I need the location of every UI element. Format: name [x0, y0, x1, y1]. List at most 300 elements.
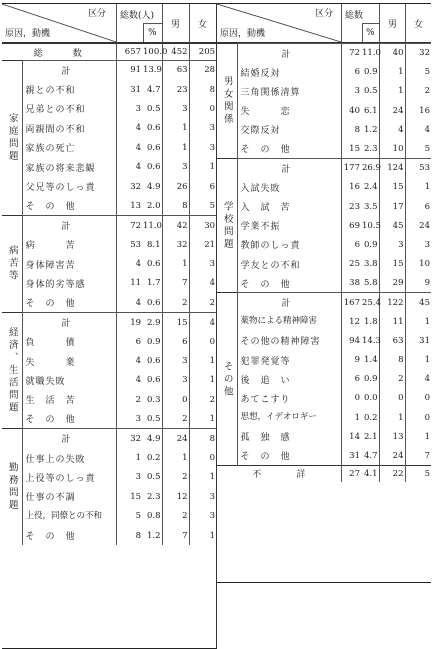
row-female: 9: [405, 274, 431, 293]
subtotal-label: 計: [22, 216, 116, 235]
row-female: 3: [189, 506, 216, 525]
header-female-cell-right: [405, 4, 432, 42]
row-label: 交際反対: [240, 126, 281, 137]
table-row: [2, 254, 216, 273]
row-male: 23: [162, 80, 189, 99]
row-male: 1: [379, 82, 405, 101]
row-label: 生 活 苦: [25, 396, 76, 407]
row-label: 孤 独 感: [240, 433, 291, 444]
group-label: 病苦等: [2, 216, 22, 313]
row-total: 16: [341, 178, 361, 197]
row-female: 2: [189, 293, 216, 312]
row-label: 教師のしっ責: [240, 241, 301, 252]
row-label: 学業不振: [240, 222, 281, 233]
row-male: 1: [162, 138, 189, 157]
row-label: そ の 他: [25, 532, 76, 543]
row-pct: 3.8: [363, 259, 378, 270]
row-pct: 2.0: [146, 200, 161, 211]
row-female: 5: [405, 139, 431, 158]
row-label: 上役等のしっ責: [25, 473, 96, 484]
row-total: 3: [116, 99, 142, 118]
row-female: 1: [189, 410, 216, 429]
subtotal-female: 8: [189, 429, 216, 448]
row-pct: 2.3: [146, 491, 161, 502]
row-pct: 0.0: [363, 393, 378, 404]
header-total: [116, 4, 163, 42]
group-subtotal-row: [217, 293, 431, 312]
row-total: 6: [341, 235, 361, 254]
row-pct: 14.3: [362, 335, 381, 346]
row-label: 結婚反対: [240, 68, 281, 79]
row-male: 17: [379, 197, 405, 216]
row-pct: 10.5: [362, 220, 381, 231]
row-female: 6: [405, 197, 431, 216]
subtotal-label: 計: [237, 44, 341, 63]
row-pct: 1.2: [146, 530, 161, 541]
group-subtotal-row: [2, 61, 216, 80]
row-total: 1: [116, 448, 142, 467]
row-female: 21: [189, 235, 216, 254]
row-male: 3: [162, 351, 189, 370]
row-label: 家族の将来悲観: [25, 163, 96, 174]
table-row: [2, 371, 216, 390]
header-gen: 原因，動機: [5, 29, 51, 39]
row-total: 31: [341, 446, 361, 465]
row-male: 15: [379, 178, 405, 197]
row-pct: 0.6: [146, 123, 161, 134]
table-row: [217, 101, 431, 120]
header-total-label-right: 総数: [345, 11, 364, 21]
left-data-table: [2, 43, 216, 545]
row-male: 2: [379, 370, 405, 389]
table-row: [2, 99, 216, 118]
row-male: 2: [162, 468, 189, 487]
group-label: 勤務問題: [2, 429, 22, 545]
unknown-female: 5: [405, 466, 431, 482]
table-row: [217, 331, 431, 350]
subtotal-pct: 11.0: [142, 216, 162, 235]
table-row: [217, 139, 431, 158]
subtotal-total: 32: [116, 429, 142, 448]
table-row: [217, 255, 431, 274]
header-kubun: 区分: [88, 9, 107, 19]
unknown-label: 不 詳: [217, 466, 341, 482]
row-female: 6: [189, 177, 216, 196]
group-label: 家庭問題: [2, 61, 22, 216]
row-female: 1: [405, 178, 431, 197]
row-male: 1: [162, 119, 189, 138]
grand-total-pct: 100.0: [142, 44, 162, 61]
row-male: 32: [162, 235, 189, 254]
row-female: 0: [405, 408, 431, 427]
row-total: 9: [341, 351, 361, 370]
table-row: [217, 389, 431, 408]
table-row: [217, 370, 431, 389]
row-pct: 0.8: [146, 511, 161, 522]
row-male: 2: [162, 293, 189, 312]
subtotal-female: 4: [189, 313, 216, 332]
row-male: 13: [379, 427, 405, 446]
subtotal-female: 53: [405, 159, 431, 178]
header-male: 男: [171, 20, 181, 30]
row-pct: 1.4: [363, 355, 378, 366]
table-row: [2, 332, 216, 351]
row-female: 1: [189, 351, 216, 370]
table-row: [2, 80, 216, 99]
row-pct: 0.6: [146, 142, 161, 153]
row-female: 0: [405, 389, 431, 408]
table-row: [2, 390, 216, 409]
row-male: 4: [379, 120, 405, 139]
row-label: 仕事上の失敗: [25, 454, 86, 465]
row-label: 身体障害苦: [25, 260, 76, 271]
row-female: 3: [405, 235, 431, 254]
row-total: 32: [116, 177, 142, 196]
row-male: 3: [162, 157, 189, 176]
row-male: 1: [379, 408, 405, 427]
row-label: そ の 他: [25, 415, 76, 426]
row-label: 仕事の不調: [25, 493, 76, 504]
row-female: 2: [405, 82, 431, 101]
row-male: 24: [379, 101, 405, 120]
row-pct: 3.5: [363, 201, 378, 212]
row-pct: 0.9: [363, 374, 378, 385]
row-female: 16: [405, 101, 431, 120]
row-female: 24: [405, 216, 431, 235]
header-female-cell: [189, 4, 217, 42]
row-female: 5: [405, 63, 431, 82]
row-male: 8: [379, 351, 405, 370]
table-row: [217, 427, 431, 446]
subtotal-female: 45: [405, 293, 431, 312]
group-label: 学校問題: [217, 159, 237, 293]
subtotal-male: 122: [379, 293, 405, 312]
header-pct-right: %: [366, 28, 375, 38]
row-female: 1: [405, 427, 431, 446]
row-total: 38: [341, 274, 361, 293]
row-female: 1: [405, 312, 431, 331]
subtotal-female: 30: [189, 216, 216, 235]
subtotal-male: 24: [162, 429, 189, 448]
row-label: 三角関係清算: [240, 87, 301, 98]
table-row: [2, 196, 216, 215]
table-row: [217, 274, 431, 293]
row-total: 31: [116, 80, 142, 99]
row-total: 23: [341, 197, 361, 216]
row-female: 0: [189, 332, 216, 351]
table-row: [2, 487, 216, 506]
row-label: 就職失敗: [25, 376, 66, 387]
row-pct: 0.5: [146, 103, 161, 114]
row-total: 1: [341, 408, 361, 427]
subtotal-total: 167: [341, 293, 361, 312]
unknown-total: 27: [341, 466, 361, 482]
subtotal-male: 42: [162, 216, 189, 235]
subtotal-pct: 13.9: [142, 61, 162, 80]
row-male: 45: [379, 216, 405, 235]
row-total: 4: [116, 119, 142, 138]
row-total: 14: [341, 427, 361, 446]
table-row: [2, 506, 216, 525]
row-label: 上役，同僚との不和: [25, 510, 103, 521]
row-pct: 0.2: [146, 453, 161, 463]
row-pct: 0.6: [146, 297, 161, 308]
row-label: 薬物による精神障害: [240, 316, 318, 327]
header-kubun-right: 区分: [315, 9, 334, 19]
row-female: 4: [189, 274, 216, 293]
group-subtotal-row: [2, 429, 216, 448]
header-total-label: 総数(人): [120, 11, 155, 21]
subtotal-female: 28: [189, 61, 216, 80]
header-female-right: 女: [414, 20, 424, 30]
row-pct: 1.8: [363, 316, 378, 327]
subtotal-label: 計: [237, 159, 341, 178]
row-male: 1: [379, 63, 405, 82]
row-male: 1: [162, 254, 189, 273]
subtotal-pct: 25.4: [361, 293, 379, 312]
row-pct: 0.2: [363, 412, 378, 423]
table-row: [2, 138, 216, 157]
row-total: 3: [116, 468, 142, 487]
unknown-pct: 4.1: [361, 466, 379, 482]
row-male: 2: [162, 506, 189, 525]
unknown-row: [217, 466, 431, 482]
header-pct: %: [148, 28, 157, 38]
row-total: 4: [116, 138, 142, 157]
row-male: 7: [162, 526, 189, 545]
row-total: 25: [341, 255, 361, 274]
table-row: [2, 468, 216, 487]
row-total: 4: [116, 371, 142, 390]
row-label: 後 追 い: [240, 375, 291, 386]
subtotal-label: 計: [22, 61, 116, 80]
row-pct: 0.3: [146, 394, 161, 405]
table-row: [2, 119, 216, 138]
row-female: 3: [189, 138, 216, 157]
row-female: 1: [405, 351, 431, 370]
row-pct: 0.6: [146, 259, 161, 270]
group-subtotal-row: [2, 216, 216, 235]
row-pct: 0.5: [146, 413, 161, 424]
row-female: 4: [405, 370, 431, 389]
row-pct: 1.7: [146, 278, 161, 289]
row-label: 入 試 苦: [240, 203, 291, 214]
table-row: [217, 120, 431, 139]
row-total: 6: [341, 370, 361, 389]
row-total: 3: [116, 410, 142, 429]
row-male: 63: [379, 331, 405, 350]
row-total: 4: [116, 254, 142, 273]
row-female: 0: [189, 448, 216, 467]
row-total: 6: [341, 63, 361, 82]
right-data-table: [217, 43, 431, 482]
row-total: 8: [116, 526, 142, 545]
row-pct: 0.9: [363, 239, 378, 250]
grand-total-row: [2, 44, 216, 61]
group-label: その他: [217, 293, 237, 466]
row-female: 1: [189, 526, 216, 545]
row-pct: 4.9: [146, 181, 161, 192]
row-total: 13: [116, 196, 142, 215]
grand-total-male: 452: [162, 44, 189, 61]
row-female: 3: [189, 487, 216, 506]
row-male: 12: [162, 487, 189, 506]
group-label: 男女関係: [217, 44, 237, 159]
row-total: 40: [341, 101, 361, 120]
row-label: そ の 他: [240, 279, 291, 290]
table-row: [217, 197, 431, 216]
row-male: 3: [162, 99, 189, 118]
row-female: 3: [189, 254, 216, 273]
row-pct: 5.8: [363, 278, 378, 289]
row-label: 失 業: [25, 357, 76, 368]
row-label: 犯罪発覚等: [240, 356, 291, 367]
subtotal-total: 91: [116, 61, 142, 80]
row-label: 身体的劣等感: [25, 279, 86, 290]
table-row: [2, 157, 216, 176]
row-label: 学友との不和: [240, 260, 301, 271]
subtotal-pct: 11.0: [361, 44, 379, 63]
row-total: 12: [341, 312, 361, 331]
row-male: 0: [379, 389, 405, 408]
row-label: 失 恋: [240, 107, 291, 118]
row-label: 病 苦: [25, 241, 76, 252]
row-pct: 4.7: [146, 84, 161, 95]
row-total: 4: [116, 351, 142, 370]
row-male: 10: [379, 139, 405, 158]
left-table: [2, 3, 217, 649]
row-pct: 2.4: [363, 182, 378, 193]
row-total: 69: [341, 216, 361, 235]
row-total: 4: [116, 157, 142, 176]
row-total: 11: [116, 274, 142, 293]
table-row: [217, 63, 431, 82]
row-label: 入試失敗: [240, 183, 281, 194]
subtotal-pct: 4.9: [142, 429, 162, 448]
grand-total-label: 総 数: [2, 44, 116, 61]
grand-total-total: 657: [116, 44, 142, 61]
table-row: [2, 526, 216, 545]
table-row: [2, 410, 216, 429]
row-male: 7: [162, 274, 189, 293]
row-female: 5: [189, 196, 216, 215]
table-row: [2, 274, 216, 293]
subtotal-pct: 26.9: [361, 159, 379, 178]
subtotal-pct: 2.9: [142, 313, 162, 332]
row-female: 1: [189, 371, 216, 390]
group-subtotal-row: [217, 159, 431, 178]
row-label: 思想，イデオロギー: [240, 412, 317, 423]
table-row: [2, 351, 216, 370]
row-female: 0: [189, 99, 216, 118]
row-female: 3: [189, 119, 216, 138]
row-label: 父兄等のしっ責: [25, 183, 96, 194]
header-gen-right: 原因，動機: [220, 29, 266, 39]
row-label: 負 債: [25, 338, 76, 349]
row-male: 6: [162, 332, 189, 351]
table-row: [217, 178, 431, 197]
row-label: 家族の死亡: [25, 144, 76, 155]
header-male-right: 男: [388, 20, 398, 30]
grand-total-female: 205: [189, 44, 216, 61]
row-total: 15: [116, 487, 142, 506]
row-label: 親との不和: [25, 86, 76, 97]
row-male: 24: [379, 446, 405, 465]
row-female: 4: [405, 120, 431, 139]
row-pct: 0.5: [146, 472, 161, 483]
subtotal-male: 40: [379, 44, 405, 63]
row-female: 31: [405, 331, 431, 350]
row-total: 4: [116, 293, 142, 312]
row-female: 10: [405, 255, 431, 274]
subtotal-male: 63: [162, 61, 189, 80]
row-pct: 0.9: [146, 336, 161, 347]
row-male: 3: [379, 235, 405, 254]
row-male: 11: [379, 312, 405, 331]
right-table: [217, 3, 431, 583]
subtotal-female: 32: [405, 44, 431, 63]
row-male: 0: [162, 390, 189, 409]
row-total: 94: [341, 331, 361, 350]
table-row: [217, 216, 431, 235]
table-row: [2, 177, 216, 196]
header-female: 女: [198, 20, 208, 30]
row-label: そ の 他: [25, 299, 76, 310]
table-row: [217, 351, 431, 370]
row-male: 3: [162, 371, 189, 390]
row-total: 6: [116, 332, 142, 351]
row-male: 26: [162, 177, 189, 196]
row-total: 53: [116, 235, 142, 254]
row-label: その他の精神障害: [240, 337, 321, 348]
row-total: 15: [341, 139, 361, 158]
row-male: 1: [162, 448, 189, 467]
row-pct: 1.2: [363, 124, 378, 135]
group-label: 経済、生活問題: [2, 313, 22, 429]
subtotal-label: 計: [22, 429, 116, 448]
row-label: あてこすり: [240, 394, 291, 405]
unknown-male: 22: [379, 466, 405, 482]
row-label: 兄弟との不和: [25, 105, 86, 116]
row-pct: 2.3: [363, 143, 378, 154]
row-pct: 0.6: [146, 162, 161, 173]
table-row: [217, 408, 431, 427]
table-row: [2, 235, 216, 254]
table-row: [217, 446, 431, 465]
row-pct: 8.1: [146, 239, 161, 250]
row-total: 2: [116, 390, 142, 409]
row-pct: 0.6: [146, 356, 161, 367]
left-header: [2, 4, 216, 43]
row-male: 29: [379, 274, 405, 293]
row-total: 5: [116, 506, 142, 525]
row-label: 両親間の不和: [25, 124, 86, 135]
group-subtotal-row: [2, 313, 216, 332]
table-row: [217, 82, 431, 101]
row-pct: 0.9: [363, 67, 378, 78]
subtotal-male: 124: [379, 159, 405, 178]
row-male: 15: [379, 255, 405, 274]
header-male-cell-right: [379, 4, 406, 42]
row-total: 8: [341, 120, 361, 139]
subtotal-label: 計: [22, 313, 116, 332]
row-pct: 0.6: [146, 375, 161, 386]
subtotal-total: 72: [341, 44, 361, 63]
subtotal-total: 177: [341, 159, 361, 178]
header-total-right: [341, 4, 380, 42]
header-male-cell: [162, 4, 190, 42]
row-label: そ の 他: [25, 202, 76, 213]
